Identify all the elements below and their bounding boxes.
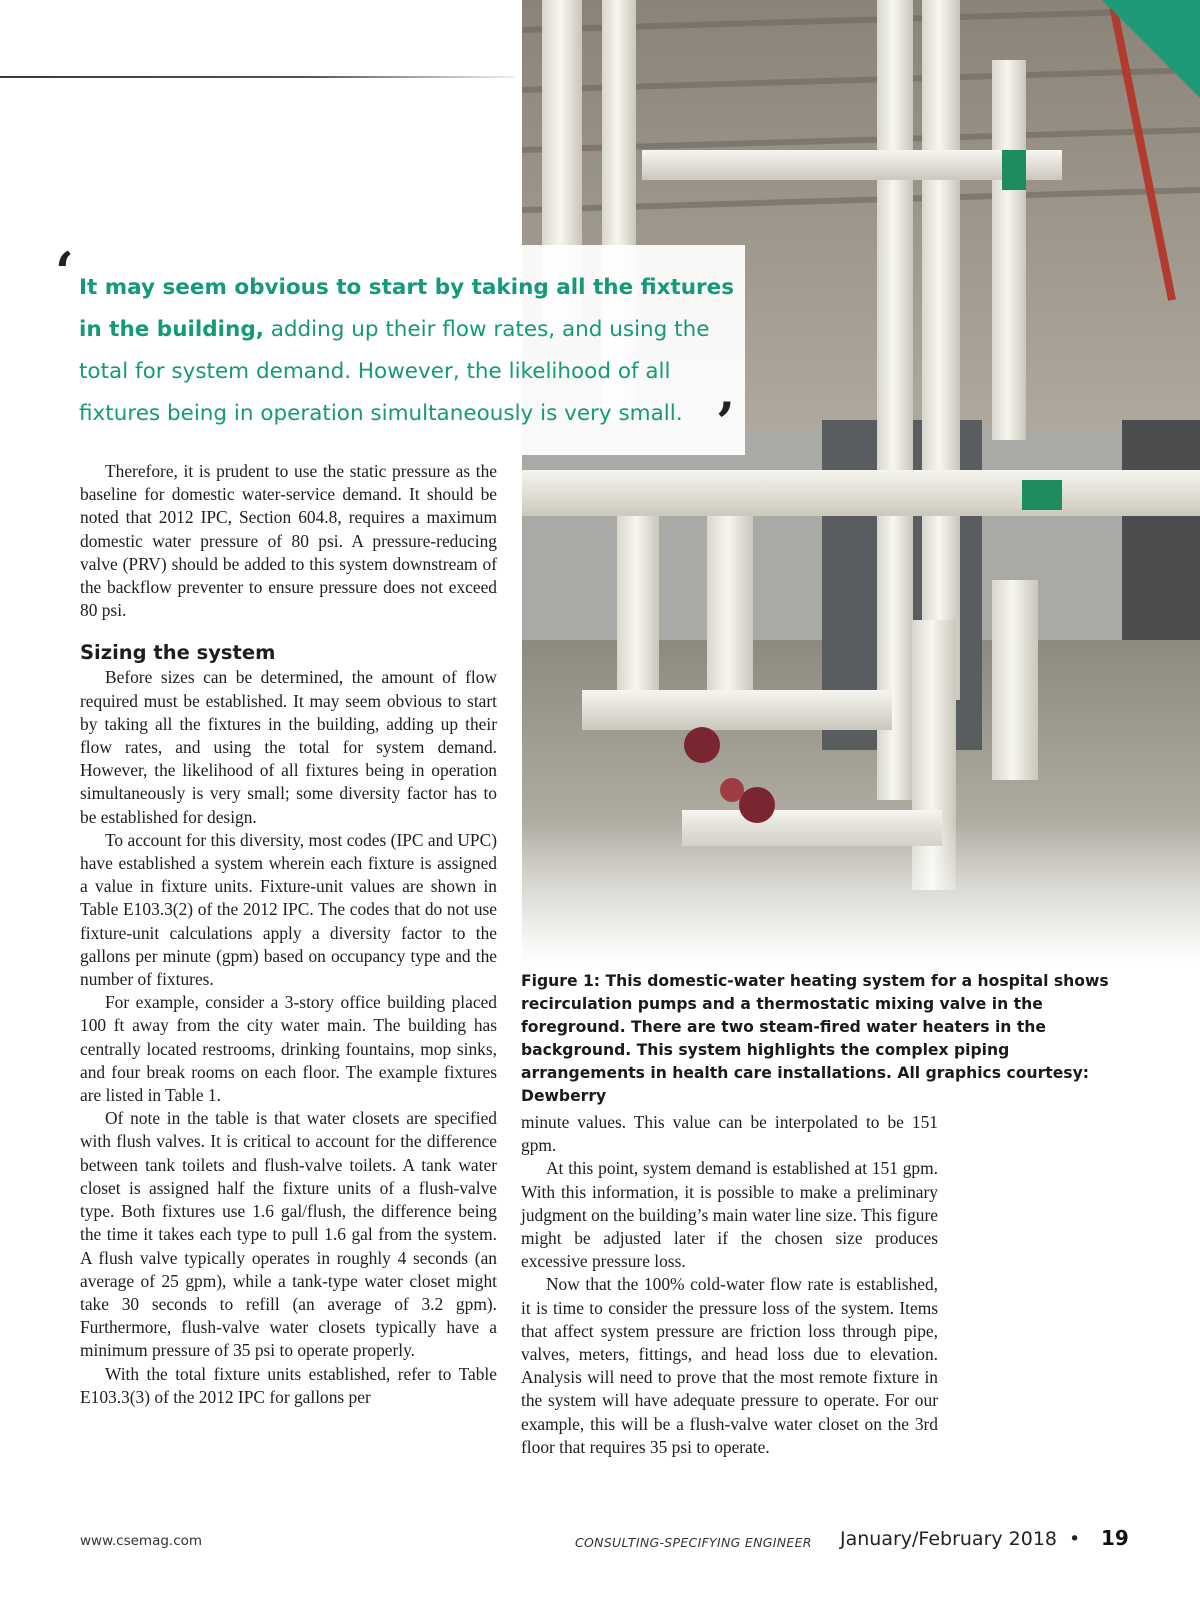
header-rule xyxy=(0,76,515,78)
body-paragraph: With the total fixture units established, refer to Table E103.3(3) of the 2012 IPC for gallons per xyxy=(80,1363,497,1407)
pull-quote-bold-text: It may seem obvious to start by taking all the fixtures in the building, xyxy=(79,275,735,342)
close-quote-mark: ’ xyxy=(716,390,735,454)
footer-publication: CONSULTING-SPECIFYING ENGINEER xyxy=(575,1535,812,1550)
figure-photo xyxy=(522,0,1200,965)
body-paragraph: Now that the 100% cold-water flow rate is established, it is time to consider the pressure loss of the system. Items that affect system pressure are friction loss through pipe, valves, meters, fittings, and head loss due to elevation. Analysis will need to prove that the most remote fixture in the system will have adequate pressure to operate. For our example, this will be a flush-valve water closet on the 3rd floor that requires 35 psi to operate. xyxy=(521,1274,938,1457)
right-column xyxy=(521,1111,938,1459)
open-quote-mark: ‘ xyxy=(55,240,74,304)
pull-quote xyxy=(55,240,745,455)
footer-bullet: • xyxy=(1069,1528,1081,1550)
body-paragraph: Before sizes can be determined, the amount of flow required must be established. It may seem obvious to start by taking all the fixtures in the building, adding up their flow rates, and using the total for system demand. However, the likelihood of all fixtures being in operation simultaneously is very small; some diversity factor has to be established for design. xyxy=(80,667,497,827)
pull-quote-text xyxy=(79,267,739,435)
body-paragraph: At this point, system demand is established at 151 gpm. With this information, it is possible to make a preliminary judgment on the building’s main water line size. This figure might be adjusted later if the chosen size produces excessive pressure loss. xyxy=(521,1158,938,1272)
corner-accent xyxy=(1102,0,1200,98)
page-number: 19 xyxy=(1101,1526,1129,1550)
footer-date: January/February 2018 xyxy=(840,1528,1058,1550)
intro-paragraph: Therefore, it is prudent to use the static pressure as the baseline for domestic water-service demand. It should be noted that 2012 IPC, Section 604.8, requires a maximum domestic water pressure of 80 psi. A pressure-reducing valve (PRV) should be added to this system downstream of the backflow preventer to ensure pressure does not exceed 80 psi. xyxy=(80,461,497,621)
body-paragraph: Of note in the table is that water closets are specified with flush valves. It is critical to account for the difference between tank toilets and flush-valve toilets. A tank water closet is assigned half the fixture units of a flush-valve type. Both fixtures use 1.6 gal/flush, the difference being the time it takes each type to pull 1.6 gal from the system. A flush valve typically operates in roughly 4 seconds (an average of 25 gpm), while a tank-type water closet might take 30 seconds to refill (an average of 3.2 gpm). Furthermore, flush-valve water closets typically have a minimum pressure of 35 psi to operate properly. xyxy=(80,1108,497,1361)
body-paragraph: For example, consider a 3-story office building placed 100 ft away from the city water main. The building has centrally located restrooms, drinking fountains, mop sinks, and four break rooms on each floor. The example fixtures are listed in Table 1. xyxy=(80,992,497,1106)
body-paragraph: To account for this diversity, most codes (IPC and UPC) have established a system wherein each fixture is assigned a value in fixture units. Fixture-unit values are shown in Table E103.3(2) of the 2012 IPC. The codes that do not use fixture-unit calculations apply a diversity factor to the gallons per minute (gpm) based on occupancy type and the number of fixtures. xyxy=(80,829,497,990)
section-heading: Sizing the system xyxy=(80,641,276,665)
pull-quote-rest-text: adding up their flow rates, and using the total for system demand. However, the likelihood of all fixtures being in operation simultaneously is very small. xyxy=(79,317,710,426)
left-column xyxy=(80,460,497,1409)
figure-caption: Figure 1: This domestic-water heating system for a hospital shows recirculation pumps and a thermostatic mixing valve in the foreground. There are two steam-fired water heaters in the background. This system highlights the complex piping arrangements in health care installations. All graphics courtesy: Dewberry xyxy=(521,972,1109,1105)
footer-url-link[interactable]: www.csemag.com xyxy=(80,1533,203,1549)
continued-paragraph: minute values. This value can be interpolated to be 151 gpm. xyxy=(521,1112,938,1156)
